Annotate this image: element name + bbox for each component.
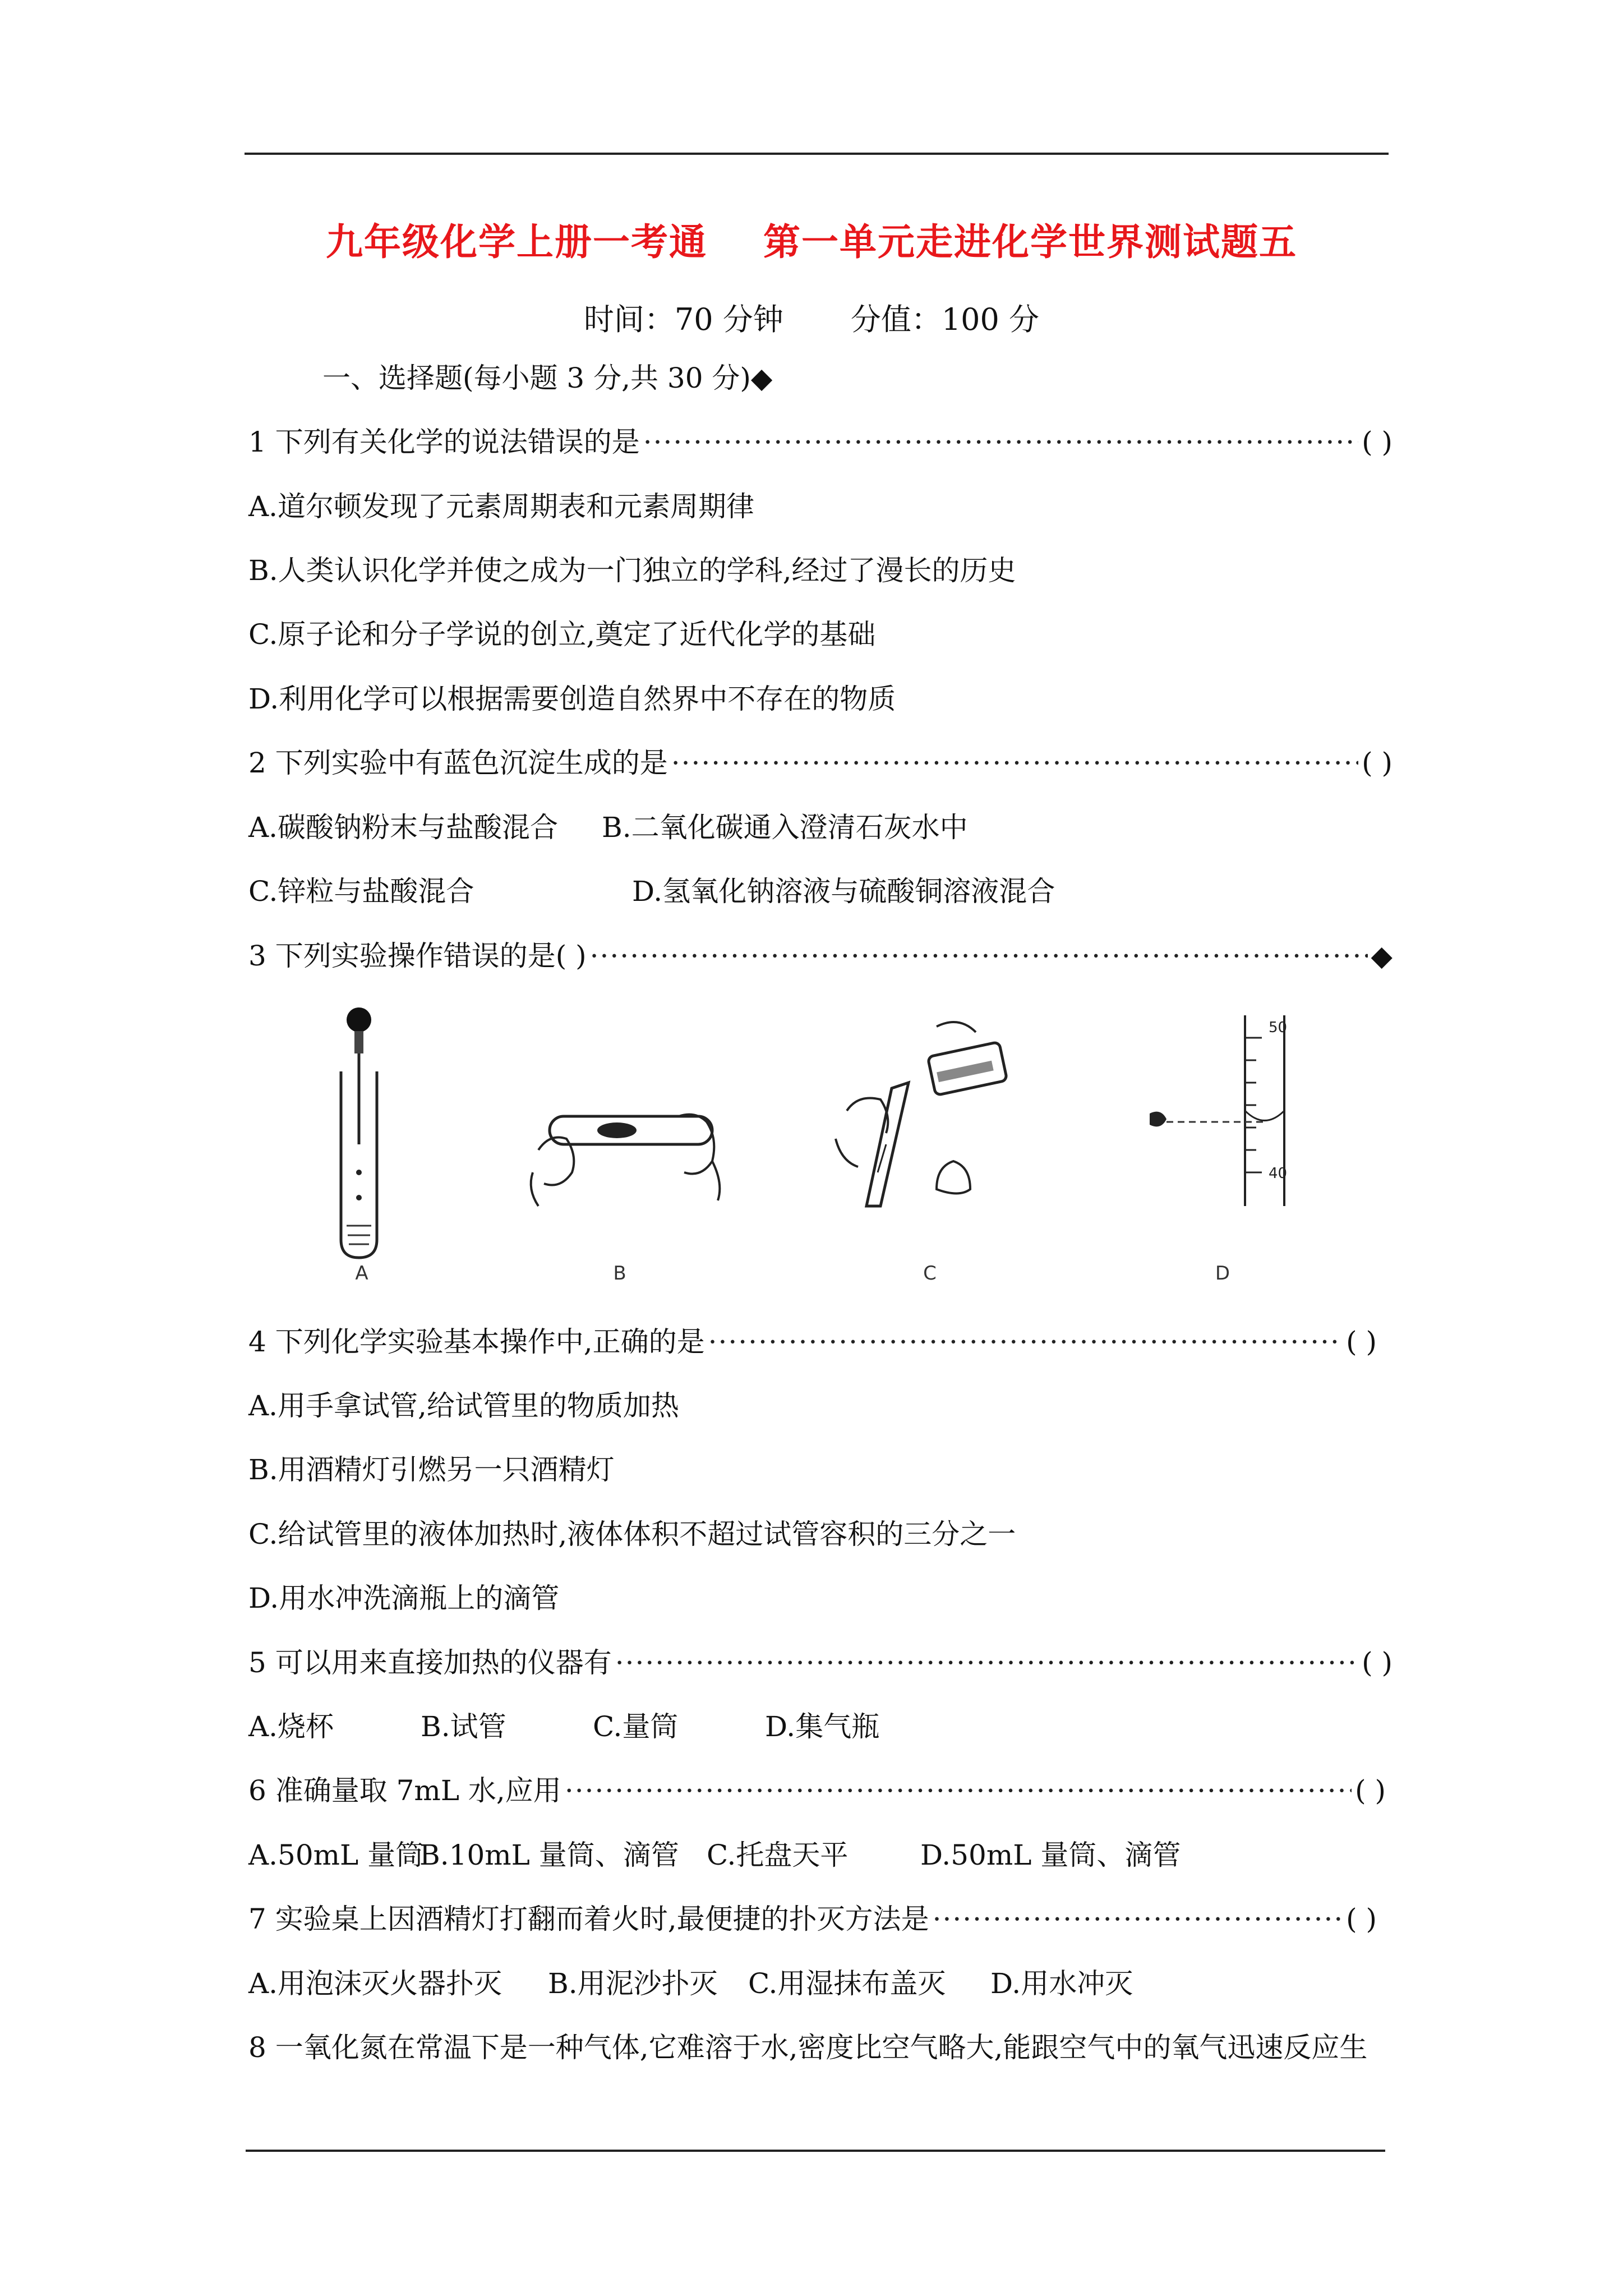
option-4a: A.用手拿试管,给试管里的物质加热: [248, 1389, 679, 1422]
question-8: 8 一氧化氮在常温下是一种气体,它难溶于水,密度比空气略大,能跟空气中的氧气迅速反应生: [248, 2031, 1368, 2064]
option-6d: D.50mL 量筒、滴管: [920, 1839, 1181, 1871]
question-stem: 6 准确量取 7mL 水,应用: [248, 1774, 561, 1807]
answer-blank: ( ): [1355, 1774, 1386, 1807]
question-6: [248, 1773, 1386, 1809]
question-2: [248, 745, 1393, 781]
option-5d: D.集气瓶: [765, 1710, 880, 1743]
diamond-mark: ◆: [1371, 940, 1393, 972]
title-unit: 第一单元走进化学世界测试题五: [763, 220, 1297, 264]
figure-label-d: D: [1215, 1262, 1230, 1285]
option-7c: C.用湿抹布盖灭: [748, 1967, 946, 2000]
answer-blank: ( ): [1362, 1646, 1393, 1679]
leader-dots: [590, 938, 1368, 974]
figure-c-pouring-liquid: [824, 1004, 1060, 1296]
option-2a: A.碳酸钠粉末与盐酸混合: [248, 811, 559, 844]
option-2c: C.锌粒与盐酸混合: [248, 875, 474, 908]
options-7: [248, 1966, 1133, 2001]
question-stem: 4 下列化学实验基本操作中,正确的是: [248, 1326, 705, 1358]
leader-dots: [708, 1324, 1343, 1360]
option-5c: C.量筒: [593, 1710, 679, 1743]
question-stem: 3 下列实验操作错误的是( ): [248, 940, 587, 972]
cylinder-tick-label: 40: [1269, 1165, 1288, 1182]
option-6b: B.10mL 量筒、滴管: [419, 1839, 679, 1871]
title-book: 九年级化学上册一考通: [326, 220, 707, 264]
header-rule: [245, 153, 1389, 155]
option-6a: A.50mL 量筒: [248, 1839, 424, 1871]
page-title: [0, 212, 1623, 265]
answer-blank: ( ): [1362, 426, 1393, 458]
option-5a: A.烧杯: [248, 1710, 334, 1743]
question-7: [248, 1901, 1377, 1937]
question-5: [248, 1645, 1393, 1681]
option-7a: A.用泡沫灭火器扑灭: [248, 1967, 502, 2000]
options-5: [248, 1709, 879, 1745]
answer-blank: ( ): [1362, 747, 1393, 779]
figure-d-reading-cylinder: [1144, 1004, 1380, 1296]
question-4: [248, 1324, 1377, 1360]
question-3: [248, 938, 1393, 974]
option-2d: D.氢氧化钠溶液与硫酸铜溶液混合: [632, 875, 1055, 908]
exam-score: 分值：100 分: [850, 302, 1040, 337]
option-1a: A.道尔顿发现了元素周期表和元素周期律: [248, 490, 755, 523]
exam-info: [0, 296, 1623, 339]
options-2-row2: [248, 873, 1055, 909]
leader-dots: [565, 1773, 1352, 1809]
option-7d: D.用水冲灭: [990, 1967, 1133, 2000]
option-2b: B.二氧化碳通入澄清石灰水中: [602, 811, 968, 844]
option-4b: B.用酒精灯引燃另一只酒精灯: [248, 1453, 615, 1486]
footer-rule: [246, 2150, 1385, 2152]
leader-dots: [671, 745, 1358, 781]
option-4d: D.用水冲洗滴瓶上的滴管: [248, 1582, 560, 1614]
option-6c: C.托盘天平: [707, 1839, 849, 1871]
option-1c: C.原子论和分子学说的创立,奠定了近代化学的基础: [248, 618, 876, 651]
exam-time: 时间：70 分钟: [583, 302, 783, 337]
leader-dots: [615, 1645, 1358, 1681]
figure-a-dropper-test-tube: [247, 1004, 482, 1296]
option-4c: C.给试管里的液体加热时,液体体积不超过试管容积的三分之一: [248, 1518, 1016, 1550]
question-stem: 7 实验桌上因酒精灯打翻而着火时,最便捷的扑灭方法是: [248, 1903, 929, 1935]
option-5b: B.试管: [421, 1710, 506, 1743]
option-1b: B.人类认识化学并使之成为一门独立的学科,经过了漫长的历史: [248, 554, 1016, 587]
section-heading: 一、选择题(每小题 3 分,共 30 分)◆: [322, 362, 773, 394]
figure-label-c: C: [923, 1262, 937, 1285]
question-stem: 5 可以用来直接加热的仪器有: [248, 1646, 612, 1679]
answer-blank: ( ): [1346, 1326, 1377, 1358]
figure-b-hands-test-tube: [516, 1004, 751, 1296]
option-1d: D.利用化学可以根据需要创造自然界中不存在的物质: [248, 683, 896, 715]
figure-label-b: B: [613, 1262, 626, 1285]
options-6: [248, 1837, 1181, 1873]
option-7b: B.用泥沙扑灭: [548, 1967, 718, 2000]
cylinder-tick-label: 50: [1269, 1019, 1288, 1036]
leader-dots: [643, 424, 1358, 460]
leader-dots: [933, 1901, 1343, 1937]
options-2-row1: [248, 809, 968, 845]
question-stem: 2 下列实验中有蓝色沉淀生成的是: [248, 747, 668, 779]
question-1: [248, 424, 1393, 460]
answer-blank: ( ): [1346, 1903, 1377, 1935]
question-stem: 1 下列有关化学的说法错误的是: [248, 426, 640, 458]
figure-label-a: A: [355, 1262, 368, 1285]
